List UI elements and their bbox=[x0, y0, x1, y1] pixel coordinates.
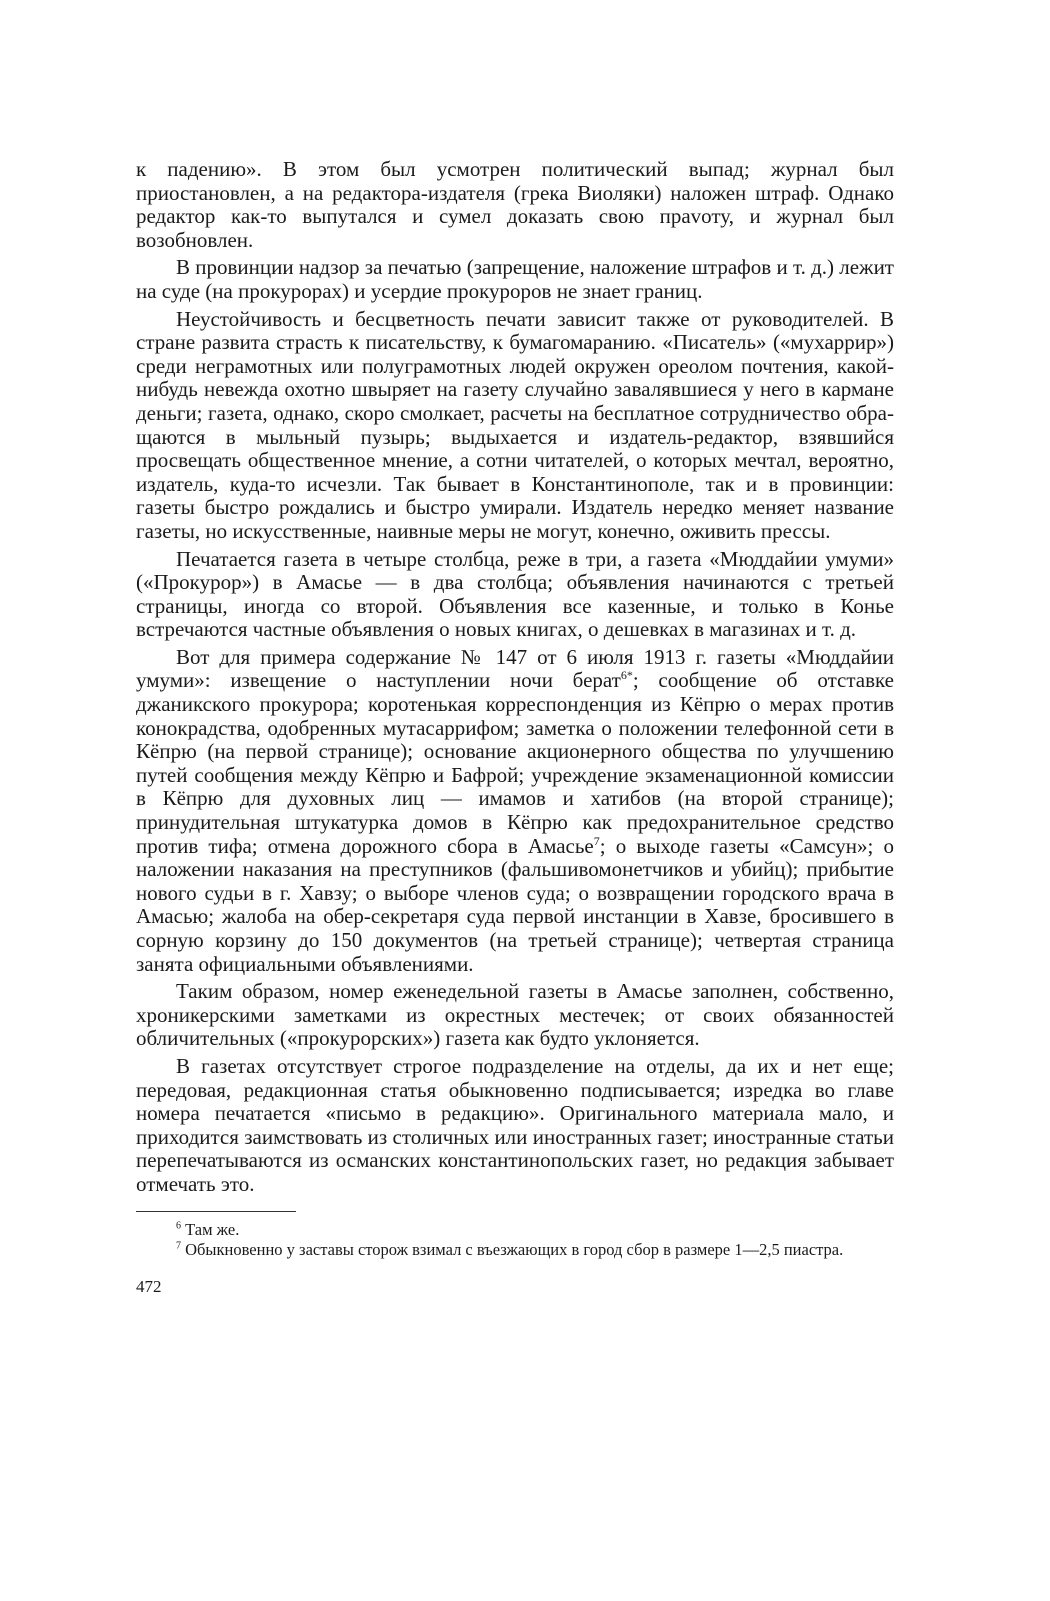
paragraph-1: к падению». В этом был усмотрен политический выпад; журнал был приостановлен, а на редактора-издателя (грека Виоляки) наложен штраф. Однако редактор как-то выпутался и сумел доказать свою праvоту, и журнал был возобновлен. bbox=[136, 157, 894, 252]
paragraph-5-part-3: ; о выходе газеты «Самсун»; о наложении наказания на преступников (фальшивомонетчиков и убийц); прибытие нового судьи в г. Хавзу; о выборе членов суда; о возвращении городского врача в Амасью; жалоба на обер-секретаря суда первой инстанции в Хавзе, бросившего в сорную корзину до 150 документов (на третьей странице); четвертая страница занята официальными объявлениями. bbox=[136, 833, 894, 976]
paragraph-5 bbox=[136, 646, 894, 976]
paragraph-2: В провинции надзор за печатью (запрещение, наложение штрафов и т. д.) лежит на суде (на прокурорах) и усердие прокуроров не знает границ. bbox=[136, 255, 894, 303]
footnote-7 bbox=[136, 1240, 894, 1260]
footnote-ref-6: 6* bbox=[620, 668, 633, 683]
footnote-6 bbox=[136, 1220, 894, 1240]
paragraph-7: В газетах отсутствует строгое подразделение на отделы, да их и нет еще; передовая, редакционная статья обыкновенно подписывается; изредка во главе номера печатается «письмо в редакцию». Оригинального материала мало, и приходится заимствовать из столичных или иностранных газет; иностранные статьи перепечатываются из османских константинопольских газет, но редакция забывает отмечать это. bbox=[136, 1053, 894, 1196]
page-number: 472 bbox=[136, 1276, 162, 1296]
paragraph-6: Таким образом, номер еженедельной газеты в Амасье заполнен, собственно, хроникерскими заметками из окрестных местечек; от своих обязанностей обличительных («прокурорских») газета как будто уклоняется. bbox=[136, 979, 894, 1051]
footnote-mark-6: 6 bbox=[176, 1220, 181, 1232]
footnote-divider bbox=[136, 1211, 296, 1212]
paragraph-3: Неустойчивость и бесцветность печати зависит также от руководителей. В стране развита страсть к писательству, к бумагомаранию. «Писатель» («мухаррир») среди неграмотных или полуграмотных людей окружен ореолом почтения, какой-нибудь невежда охотно швыряет на газету случайно завалявшиеся у него в кармане деньги; газета, однако, скоро смолкает, расчеты на бесплатное сотрудничество обращаются в мыльный пузырь; выдыхается и издатель-редактор, взявшийся просвещать общественное мнение, а сотни читателей, о которых мечтал, вероятно, издатель, куда-то исчезли. Так бывает в Константинополе, так и в провинции: газеты быстро рождались и быстро умирали. Издатель нередко меняет название газеты, но искусственные, наивные меры не могут, конечно, оживить прессы. bbox=[136, 306, 894, 543]
paragraph-4: Печатается газета в четыре столбца, реже в три, а газета «Мюддайии умуми» («Прокурор») в Амасье — в два столбца; объявления начинаются с третьей страницы, иногда со второй. Объявления все казенные, и только в Конье встречаются частные объявления о новых книгах, о дешевках в магазинах и т. д. bbox=[136, 546, 894, 642]
footnote-6-text: Там же. bbox=[181, 1219, 240, 1239]
page-body bbox=[136, 158, 894, 1297]
paragraph-5-part-2: ; сообщение об отставке джаникского прокурора; коротенькая корреспонденция из Кёпрю о мерах против конокрадства, одобренных мутасаррифом; заметка о положении телефонной сети в Кёпрю (на первой странице); основание акционерного общества по улучшению путей сообщения между Кёпрю и Бафрой; учреждение экзаменационной комиссии в Кёпрю для духовных лиц — имамов и хатибов (на второй странице); принудительная штукатурка домов в Кёпрю как предохранительное средство против тифа; отмена дорожного сбора в Амасье bbox=[136, 668, 894, 858]
footnote-7-text: Обыкновенно у заставы сторож взимал с въезжающих в город сбор в размере 1—2,5 пиастра. bbox=[181, 1239, 844, 1259]
paragraph-5-part-1: Вот для примера содержание № 147 от 6 июля 1913 г. газеты «Мюддайии умуми»: извещение о наступлении ночи берат bbox=[136, 644, 894, 693]
footnote-mark-7: 7 bbox=[176, 1240, 181, 1252]
footnote-ref-7: 7 bbox=[593, 833, 600, 848]
